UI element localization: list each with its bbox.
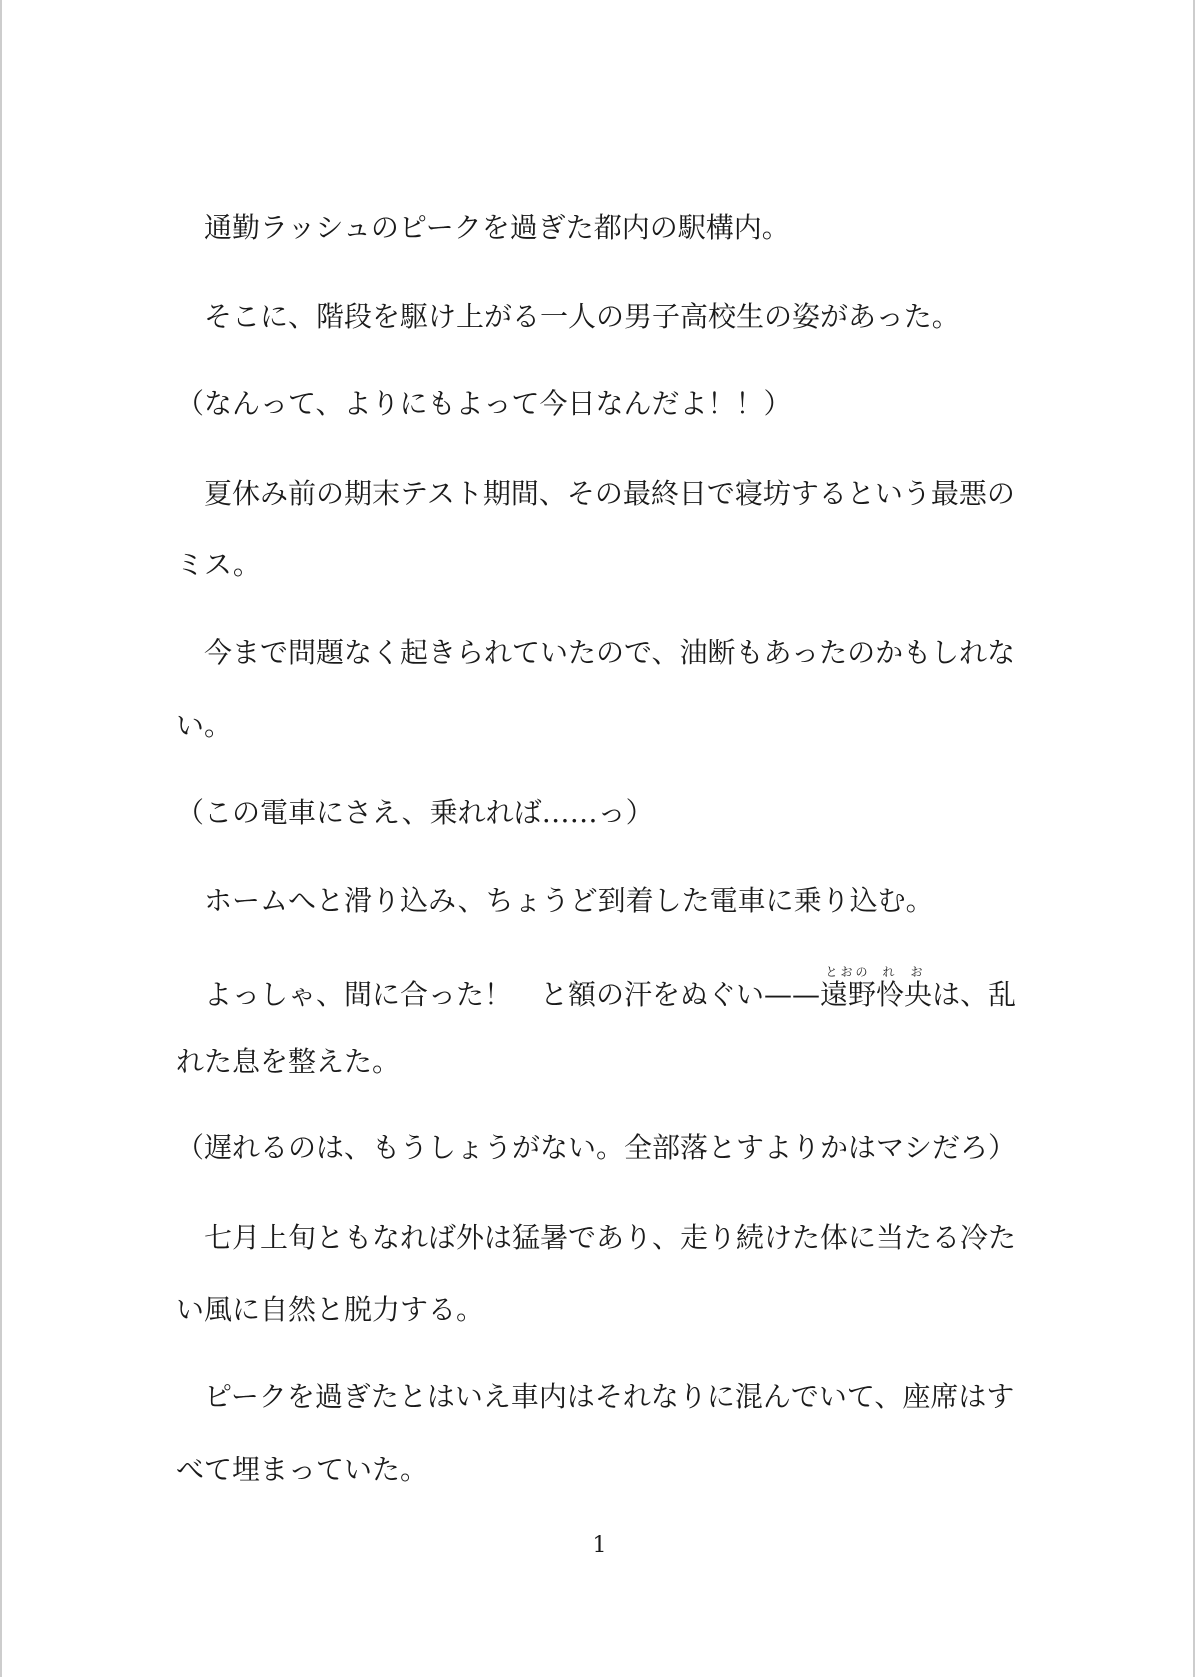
text-line-with-ruby — [176, 965, 1017, 1011]
text-segment: よっしゃ、間に合った！ と額の汗をぬぐい—— — [176, 978, 821, 1011]
ruby-reading: れ — [882, 965, 898, 979]
ruby-base-text: 央 — [904, 978, 933, 1011]
page-number: 1 — [592, 1533, 607, 1558]
text-line: ミス。 — [176, 548, 261, 581]
dialogue-line: （なんって、よりにもよって今日なんだよ！！） — [176, 387, 792, 420]
text-segment: は、乱 — [932, 978, 1017, 1011]
text-line: 通勤ラッシュのピークを過ぎた都内の駅構内。 — [176, 211, 790, 244]
text-line: 七月上旬ともなれば外は猛暑であり、走り続けた体に当たる冷た — [176, 1221, 1017, 1254]
text-line: べて埋まっていた。 — [176, 1453, 429, 1486]
text-line: い風に自然と脱力する。 — [176, 1293, 485, 1326]
text-line: ホームへと滑り込み、ちょうど到着した電車に乗り込む。 — [176, 884, 934, 917]
ruby-base — [876, 965, 905, 1011]
text-line: れた息を整えた。 — [176, 1045, 401, 1078]
ruby-reading: とおの — [825, 965, 871, 979]
ruby-base-text: 怜 — [876, 978, 905, 1011]
text-line: そこに、階段を駆け上がる一人の男子高校生の姿があった。 — [176, 300, 960, 333]
dialogue-line: （この電車にさえ、乗れれば……っ） — [176, 796, 654, 829]
dialogue-line: （遅れるのは、もうしょうがない。全部落とすよりかはマシだろ） — [176, 1131, 1017, 1164]
text-line: ピークを過ぎたとはいえ車内はそれなりに混んでいて、座席はす — [176, 1380, 1015, 1413]
ruby-base — [820, 965, 877, 1011]
ruby-base-text: 遠野 — [820, 978, 877, 1011]
ruby-reading: お — [910, 965, 926, 979]
text-line: い。 — [176, 709, 233, 742]
text-line: 今まで問題なく起きられていたので、油断もあったのかもしれな — [176, 636, 1016, 669]
text-line: 夏休み前の期末テスト期間、その最終日で寝坊するという最悪の — [176, 477, 1015, 510]
ruby-base — [904, 965, 933, 1011]
